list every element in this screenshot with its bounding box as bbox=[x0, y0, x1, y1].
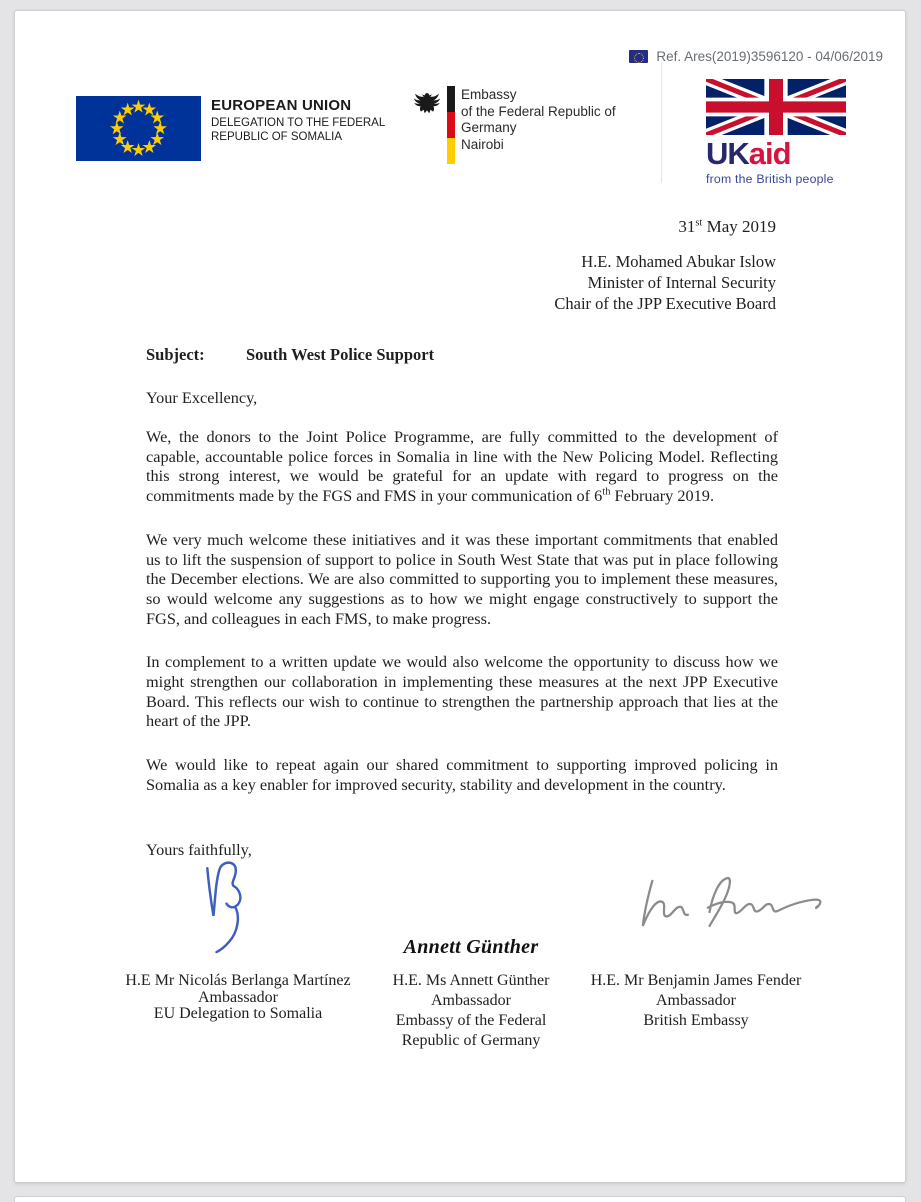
recipient-block bbox=[554, 251, 776, 314]
letter-body bbox=[146, 427, 778, 819]
signer-name: H.E. Mr Benjamin James Fender bbox=[590, 972, 802, 989]
paragraph-4: We would like to repeat again our shared commitment to supporting improved policing in Somalia as a key enabler for improved security, stability and development in the country. bbox=[146, 755, 778, 794]
ukaid-wordmark bbox=[706, 136, 848, 171]
ukaid-uk: UK bbox=[706, 136, 749, 171]
german-eagle-icon bbox=[411, 86, 443, 122]
signer-title: Ambassador bbox=[198, 988, 278, 1006]
recipient-role: Chair of the JPP Executive Board bbox=[554, 294, 776, 313]
paragraph-1-ordinal: th bbox=[602, 486, 611, 498]
german-line3: Nairobi bbox=[461, 136, 504, 152]
signer-org: Republic of Germany bbox=[401, 1032, 541, 1049]
german-embassy-logo bbox=[400, 63, 662, 183]
eu-name: EUROPEAN UNION bbox=[211, 97, 352, 114]
closing: Yours faithfully, bbox=[146, 840, 252, 859]
paragraph-1 bbox=[146, 427, 778, 506]
ukaid-logo bbox=[706, 79, 848, 186]
subject-row bbox=[146, 345, 435, 365]
signer-org: EU Delegation to Somalia bbox=[153, 1005, 323, 1022]
guenther-typed-signature: Annett Günther bbox=[403, 936, 539, 958]
signer-title: Ambassador bbox=[431, 992, 511, 1009]
ukaid-aid: aid bbox=[748, 136, 791, 171]
paragraph-1-tail: February 2019. bbox=[610, 486, 715, 506]
recipient-name: H.E. Mohamed Abukar Islow bbox=[581, 252, 776, 271]
union-jack-flag bbox=[706, 79, 846, 135]
eu-flag bbox=[76, 96, 201, 161]
berlanga-signature-image bbox=[196, 859, 274, 959]
signer-org: Embassy of the Federal bbox=[395, 1012, 547, 1029]
date-month-year: May 2019 bbox=[702, 217, 776, 236]
letter-date bbox=[678, 217, 776, 237]
german-flag-stripe bbox=[447, 86, 455, 164]
ukaid-tagline: from the British people bbox=[706, 172, 834, 186]
fender-signature-image bbox=[623, 867, 855, 945]
signer-org: British Embassy bbox=[643, 1012, 749, 1029]
paragraph-1-text: We, the donors to the Joint Police Programme, are fully committed to the development of capable, accountable police forces in Somalia in line with the New Policing Model. Reflecting this strong interest, we would be grateful for an update with regard to progress on the commitments made by the FGS and FMS in your communication of 6 bbox=[146, 427, 778, 506]
eu-delegation-text bbox=[211, 97, 385, 144]
subject-label: Subject: bbox=[146, 345, 205, 364]
eu-sub-line1: DELEGATION TO THE FEDERAL bbox=[211, 117, 386, 129]
recipient-title: Minister of Internal Security bbox=[587, 273, 776, 292]
ref-number: Ref. Ares(2019)3596120 - 04/06/2019 bbox=[656, 49, 883, 64]
signature-block-eu bbox=[98, 971, 378, 1023]
date-ordinal: st bbox=[695, 217, 703, 229]
german-line2: of the Federal Republic of Germany bbox=[461, 103, 616, 135]
eu-flag-icon bbox=[629, 50, 648, 63]
signer-title: Ambassador bbox=[656, 992, 736, 1009]
german-embassy-text bbox=[461, 87, 661, 153]
date-day: 31 bbox=[678, 217, 696, 236]
german-line1: Embassy bbox=[461, 87, 517, 102]
subject-text: South West Police Support bbox=[246, 345, 435, 364]
signer-name: H.E. Ms Annett Günther bbox=[392, 972, 550, 989]
ares-ref-stamp bbox=[629, 49, 883, 64]
paragraph-2: We very much welcome these initiatives and it was these important commitments that enabled us to lift the suspension of support to police in South West State that was put in place following the December elections. We are also committed to supporting you to implement these measures, so would welcome any suggestions as to how we might engage constructively to support the FGS, and colleagues in each FMS, to make progress. bbox=[146, 529, 778, 628]
eu-sub-line2: REPUBLIC OF SOMALIA bbox=[211, 130, 343, 143]
letter-page bbox=[14, 10, 906, 1183]
salutation: Your Excellency, bbox=[146, 388, 258, 407]
paragraph-3: In complement to a written update we would also welcome the opportunity to discuss how we might strengthen our collaboration in implementing these measures at the next JPP Executive Board. This reflects our wish to continue to strengthen the partnership approach that lies at the heart of the JPP. bbox=[146, 652, 778, 731]
signature-block-germany bbox=[361, 971, 581, 1051]
next-page-edge bbox=[14, 1196, 906, 1202]
signer-name: H.E Mr Nicolás Berlanga Martínez bbox=[125, 972, 351, 989]
signature-block-uk bbox=[556, 971, 836, 1031]
